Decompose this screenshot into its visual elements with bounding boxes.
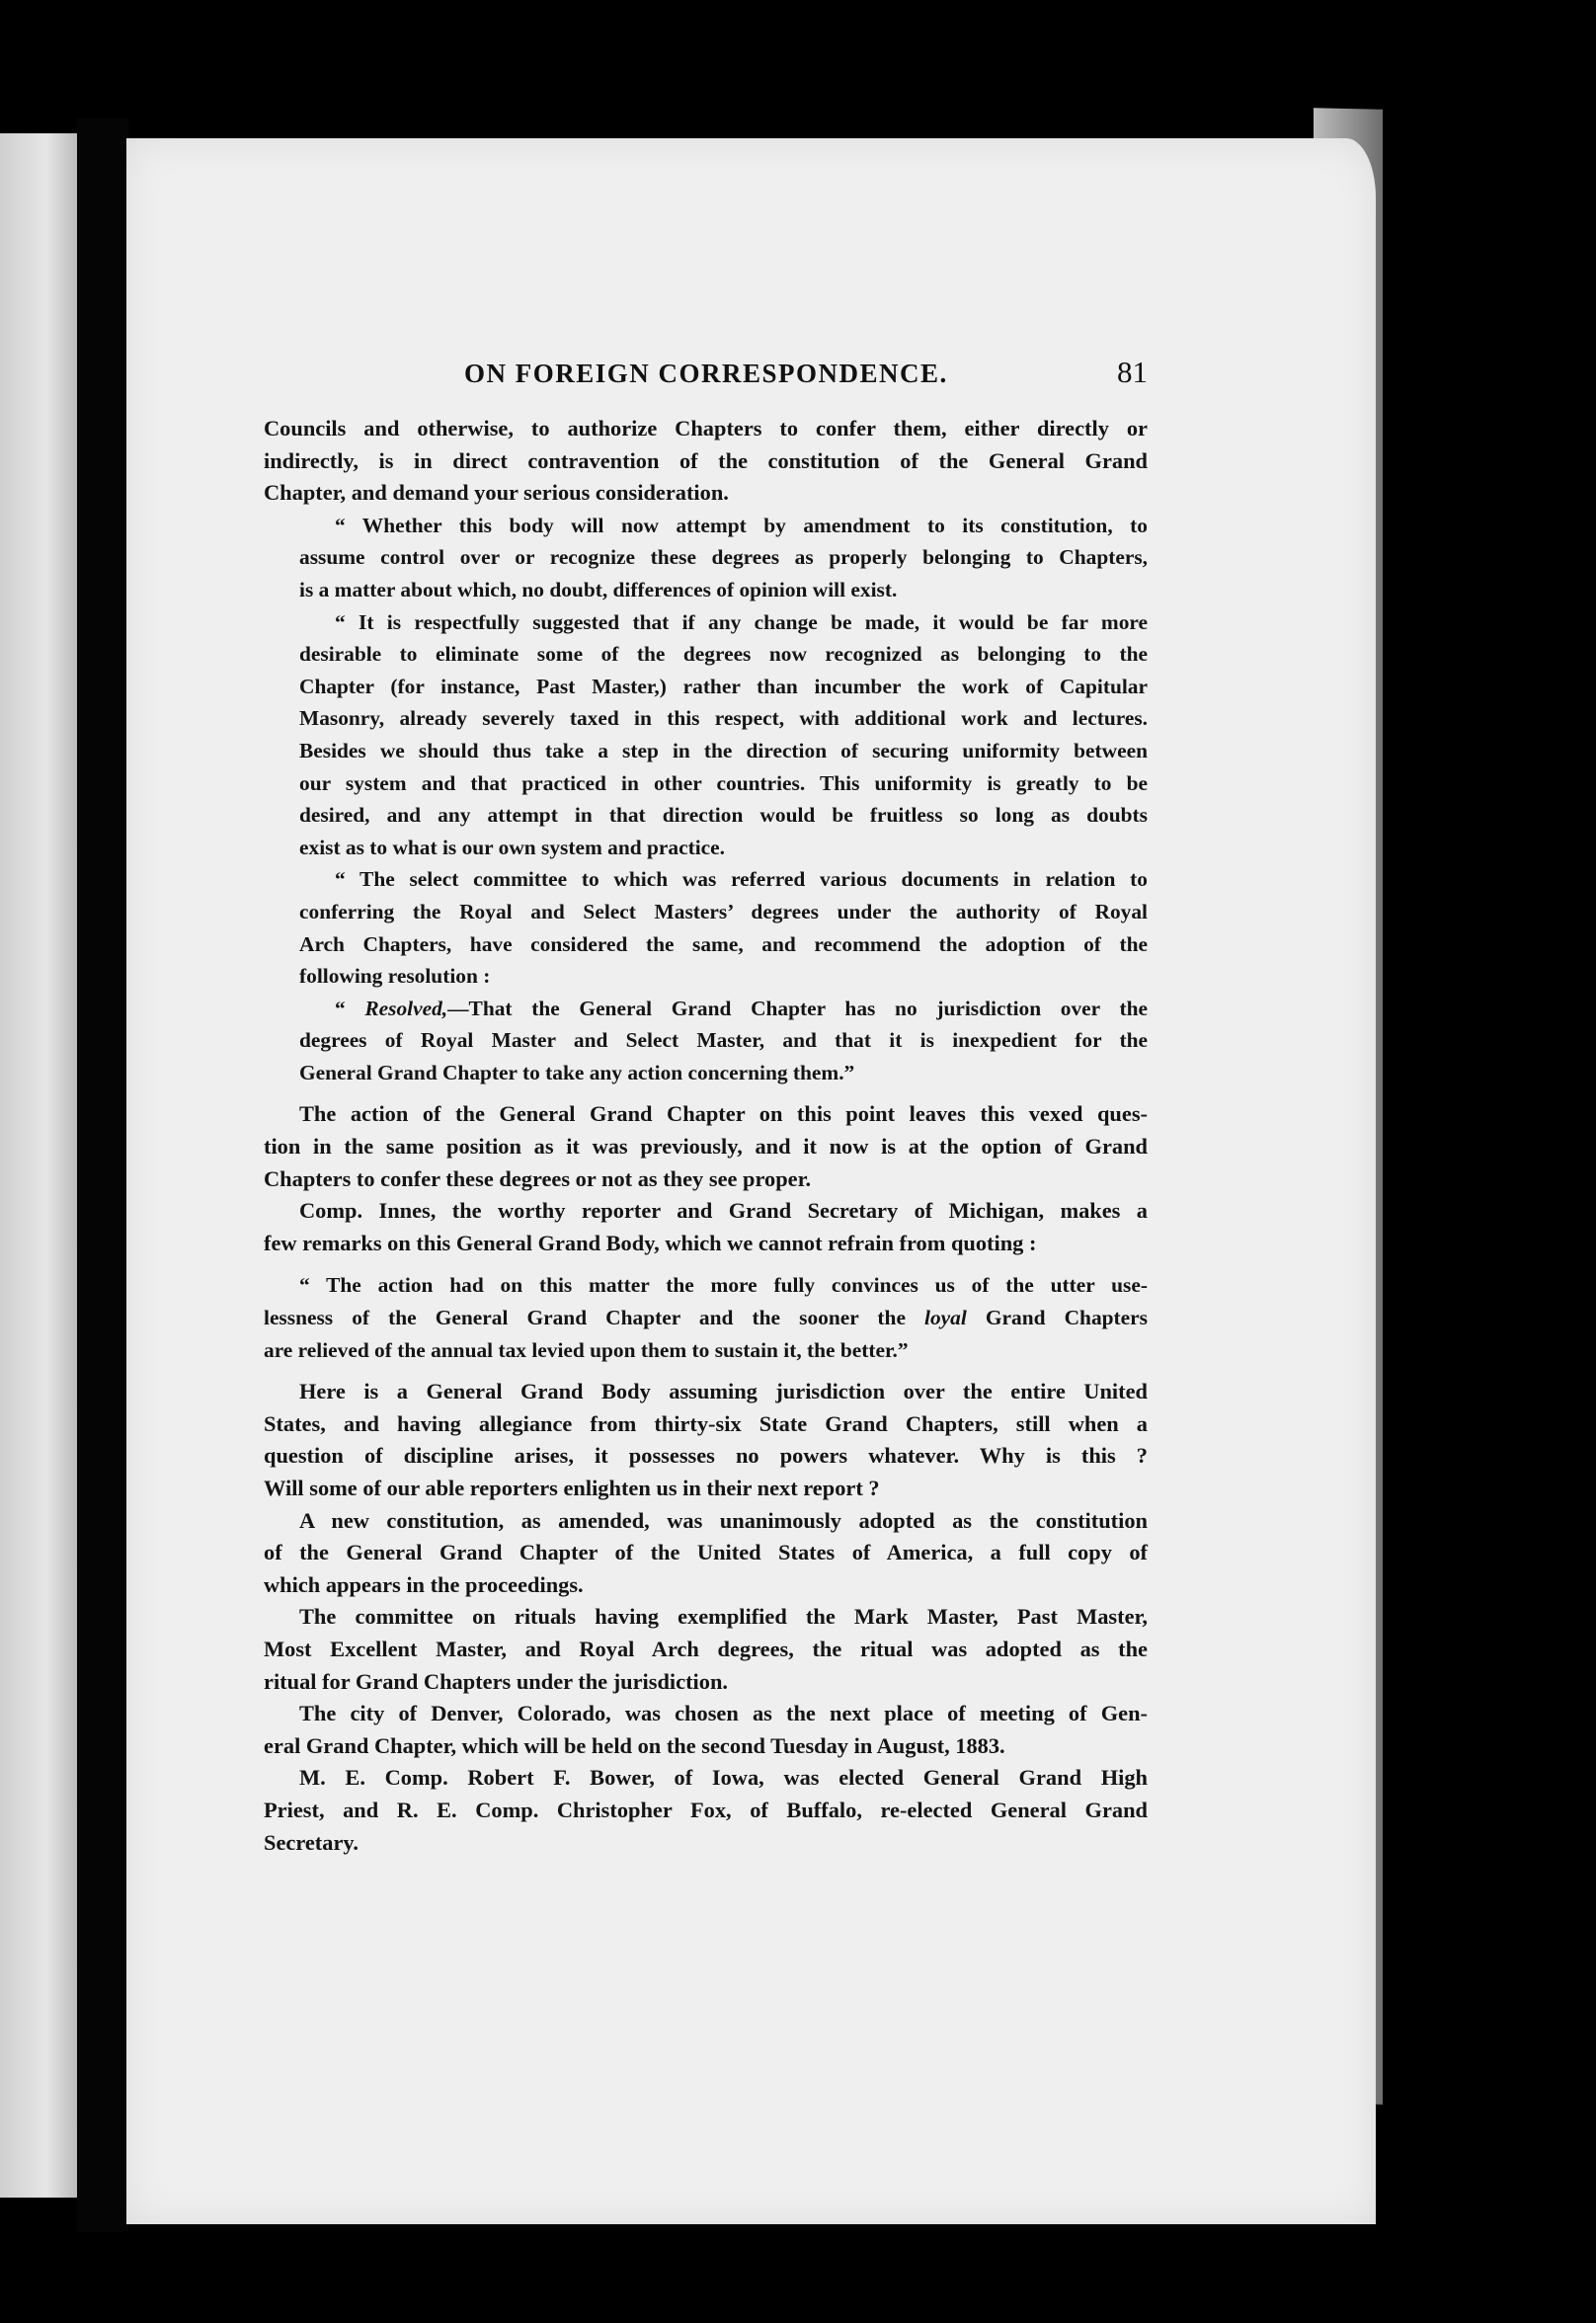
text-line: Arch Chapters, have considered the same, and recommend the adoption of the [299, 931, 1148, 956]
text-line: assume control over or recognize these degrees as properly belonging to Chapters, [299, 545, 1148, 570]
text-fragment: lessness of the General Grand Chapter and the sooner the [264, 1306, 925, 1330]
text-line: Chapter, and demand your serious consideration. [264, 480, 729, 506]
text-line: “ Resolved,—That the General Grand Chapter has no jurisdiction over the [335, 996, 1148, 1020]
text-line: eral Grand Chapter, which will be held on the second Tuesday in August, 1883. [264, 1732, 1005, 1758]
paragraph [264, 1505, 1148, 1602]
text-line: Here is a General Grand Body assuming jurisdiction over the entire United [299, 1379, 1148, 1404]
text-line: Councils and otherwise, to authorize Chapters to confer them, either directly or [264, 416, 1148, 441]
paragraph [264, 1698, 1148, 1762]
text-line: desirable to eliminate some of the degrees now recognized as belonging to the [299, 642, 1148, 667]
text-line: “ Whether this body will now attempt by amendment to its constitution, to [335, 513, 1148, 537]
quoted-paragraph [264, 510, 1148, 606]
page-body [264, 413, 1148, 1859]
text-line [264, 1302, 1148, 1334]
text-line: ritual for Grand Chapters under the jurisdiction. [264, 1668, 729, 1694]
paragraph [264, 1098, 1148, 1195]
text-line: “ The select committee to which was referred various documents in relation to [335, 867, 1148, 892]
text-line: Comp. Innes, the worthy reporter and Grand Secretary of Michigan, makes a [299, 1198, 1148, 1224]
running-header [464, 355, 1156, 398]
paragraph [264, 413, 1148, 510]
text-line: M. E. Comp. Robert F. Bower, of Iowa, was elected General Grand High [299, 1765, 1148, 1791]
text-line: our system and that practiced in other countries. This uniformity is greatly to be [299, 770, 1148, 795]
text-line: Chapter (for instance, Past Master,) rather than incumber the work of Capitular [299, 674, 1148, 698]
text-line: of the General Grand Chapter of the United States of America, a full copy of [264, 1540, 1148, 1565]
text-line: “ It is respectfully suggested that if any change be made, it would be far more [335, 609, 1148, 634]
running-title: ON FOREIGN CORRESPONDENCE. [464, 359, 948, 388]
text-line: desired, and any attempt in that direction would be fruitless so long as doubts [299, 803, 1148, 828]
facing-page-edge [0, 133, 77, 2198]
paragraph [264, 1601, 1148, 1698]
text-line: tion in the same position as it was previously, and it now is at the option of Grand [264, 1134, 1148, 1160]
text-line: Most Excellent Master, and Royal Arch degrees, the ritual was adopted as the [264, 1636, 1148, 1661]
loyal-word: loyal [924, 1306, 967, 1330]
text-line: The city of Denver, Colorado, was chosen as the next place of meeting of Gen- [299, 1701, 1148, 1726]
text-line: Will some of our able reporters enlighten us in their next report ? [264, 1476, 880, 1500]
text-line: question of discipline arises, it possesses no powers whatever. Why is this ? [264, 1443, 1148, 1469]
text-line: degrees of Royal Master and Select Master, and that it is inexpedient for the [299, 1028, 1148, 1053]
resolved-word: Resolved, [364, 996, 448, 1020]
text-line: are relieved of the annual tax levied upon them to sustain it, the better.” [264, 1337, 909, 1362]
text-line: Besides we should thus take a step in the direction of securing uniformity between [299, 738, 1148, 762]
text-line: Secretary. [264, 1829, 359, 1855]
text-line: is a matter about which, no doubt, differences of opinion will exist. [299, 577, 898, 601]
text-line: exist as to what is our own system and practice. [299, 835, 725, 859]
paragraph [264, 1195, 1148, 1259]
book-gutter [77, 119, 128, 2232]
text-line: Chapters to confer these degrees or not as they see proper. [264, 1165, 812, 1191]
text-line: The action of the General Grand Chapter on this point leaves this vexed ques- [299, 1101, 1148, 1127]
paragraph [264, 1762, 1148, 1859]
text-line: A new constitution, as amended, was unanimously adopted as the constitution [299, 1507, 1148, 1533]
resolution-paragraph [264, 993, 1148, 1089]
quoted-paragraph [264, 863, 1148, 992]
text-fragment: Grand Chapters [966, 1306, 1148, 1330]
text-line: States, and having allegiance from thirty-six State Grand Chapters, still when a [264, 1410, 1148, 1436]
text-line: Priest, and R. E. Comp. Christopher Fox, of Buffalo, re-elected General Grand [264, 1797, 1148, 1822]
text-line: General Grand Chapter to take any action concerning them.” [299, 1060, 855, 1084]
quoted-paragraph [264, 606, 1148, 864]
text-line: few remarks on this General Grand Body, which we cannot refrain from quoting : [264, 1230, 1037, 1255]
paragraph [264, 1376, 1148, 1504]
text-line: following resolution : [299, 964, 491, 989]
text-line: which appears in the proceedings. [264, 1571, 584, 1597]
text-line: Masonry, already severely taxed in this respect, with additional work and lectures. [299, 706, 1148, 731]
text-line: “ The action had on this matter the more fully convinces us of the utter use- [299, 1273, 1148, 1298]
text-line: conferring the Royal and Select Masters’ degrees under the authority of Royal [299, 899, 1148, 923]
text-fragment: —That the General Grand Chapter has no jurisdiction over the [447, 996, 1148, 1020]
text-line: indirectly, is in direct contravention of the constitution of the General Grand [264, 447, 1148, 473]
text-line: The committee on rituals having exemplified the Mark Master, Past Master, [299, 1604, 1148, 1630]
quoted-paragraph [264, 1269, 1148, 1366]
page-number: 81 [1117, 355, 1148, 389]
